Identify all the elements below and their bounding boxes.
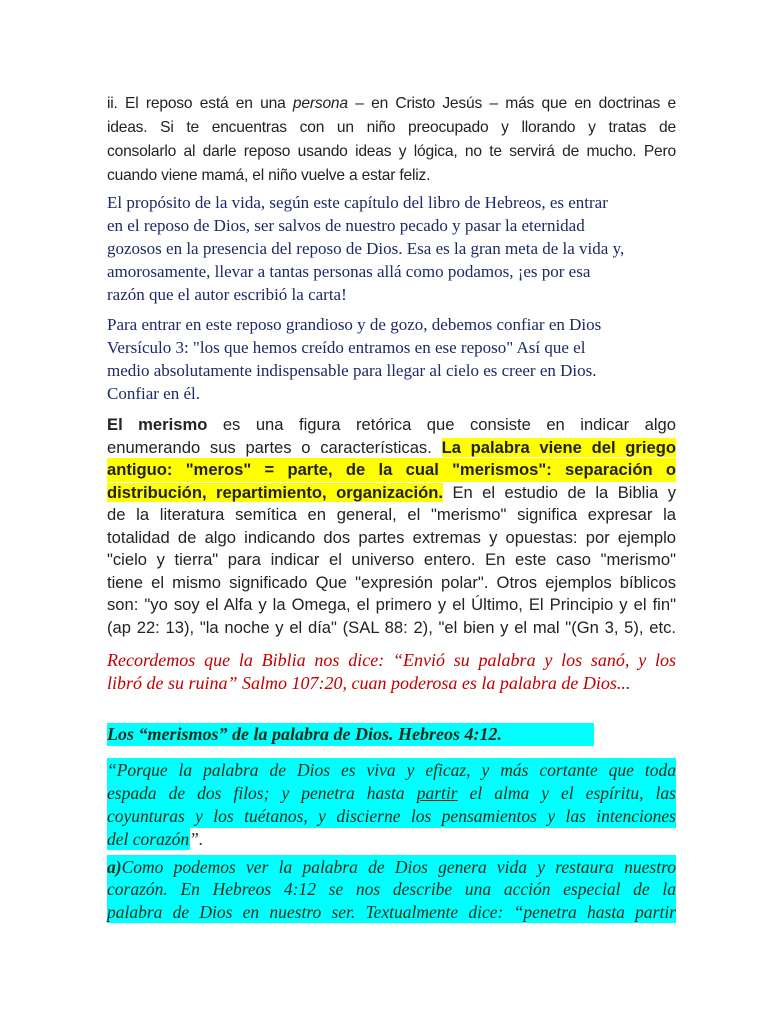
text-line: El propósito de la vida, según este capítulo del libro de Hebreos, es entrar — [107, 193, 608, 212]
text: espada de dos filos; y penetra hasta — [107, 783, 417, 803]
text-line — [107, 92, 676, 116]
text-line: Recordemos que la Biblia nos dice: “Envió su palabra y los sanó, y los — [107, 650, 676, 670]
text-line — [107, 413, 676, 437]
text-line: de la literatura semítica en general, el "merismo" significa expresar la — [107, 505, 676, 524]
underlined-text: partir — [416, 783, 458, 803]
list-marker: a) — [107, 857, 122, 877]
text-line: “Porque la palabra de Dios es viva y eficaz, y más cortante que toda — [107, 760, 676, 780]
section-heading: Los “merismos” de la palabra de Dios. Hebreos 4:12. — [107, 724, 502, 744]
text-line: consolarlo al darle reposo usando ideas y lógica, no te servirá de mucho. Pero — [107, 143, 676, 160]
text: enumerando sus partes o características. — [107, 438, 442, 457]
bold-term: El merismo — [107, 415, 208, 434]
text-line: "cielo y tierra" para indicar el universo entero. En este caso "merismo" — [107, 550, 676, 569]
text-line: libró de su ruina” Salmo 107:20, cuan poderosa es la palabra de Dios... — [107, 673, 631, 693]
text-line: ideas. Si te encuentras con un niño preocupado y llorando y tratas de — [107, 119, 676, 136]
text-line: tiene el mismo significado Que "expresión polar". Otros ejemplos bíblicos — [107, 573, 676, 592]
text-line: gozosos en la presencia del reposo de Dios. Esa es la gran meta de la vida y, — [107, 239, 625, 258]
text-line: razón que el autor escribió la carta! — [107, 285, 347, 304]
text-line: palabra de Dios en nuestro ser. Textualmente dice: “penetra hasta partir — [107, 902, 676, 922]
highlighted-text: La palabra viene del griego — [441, 438, 676, 457]
text: En el estudio de la Biblia y — [443, 483, 677, 502]
italic-text: persona — [292, 95, 348, 112]
text-line: Confiar en él. — [107, 384, 200, 403]
text-line: son: "yo soy el Alfa y la Omega, el primero y el Último, El Principio y el fin" — [107, 595, 676, 614]
text-line — [107, 855, 676, 879]
text: es una figura retórica que consiste en indicar algo — [207, 415, 676, 434]
text-line: corazón. En Hebreos 4:12 se nos describe una acción especial de la — [107, 879, 676, 899]
text-line: Para entrar en este reposo grandioso y de gozo, debemos confiar en Dios — [107, 315, 602, 334]
highlighted-text: distribución, repartimiento, organización. — [107, 483, 444, 502]
text: – en Cristo Jesús – más que en doctrinas e — [347, 95, 676, 112]
text-line: coyunturas y los tuétanos, y discierne los pensamientos y las intenciones — [107, 806, 676, 826]
text-line: medio absolutamente indispensable para llegar al cielo es creer en Dios. — [107, 361, 597, 380]
text-line — [107, 781, 676, 805]
text-line: amorosamente, llevar a tantas personas allá como podamos, ¡es por esa — [107, 262, 591, 281]
text-line: en el reposo de Dios, ser salvos de nuestro pecado y pasar la eternidad — [107, 216, 585, 235]
text-line: Versículo 3: "los que hemos creído entramos en ese reposo" Así que el — [107, 338, 586, 357]
highlighted-line: antiguo: "meros" = parte, de la cual "merismos": separación o — [107, 458, 676, 482]
text: ii. El reposo está en una — [107, 95, 293, 112]
text-line — [107, 481, 676, 505]
text: el alma y el espíritu, las — [457, 783, 676, 803]
text-line: (ap 22: 13), "la noche y el día" (SAL 88: 2), "el bien y el mal "(Gn 3, 5), etc. — [107, 618, 676, 637]
text-line: cuando viene mamá, el niño vuelve a estar feliz. — [107, 167, 431, 184]
text-line: del corazón”. — [107, 829, 204, 849]
text-line: totalidad de algo indicando dos partes extremas y opuestas: por ejemplo — [107, 528, 676, 547]
text-line — [107, 436, 676, 460]
text: Como podemos ver la palabra de Dios genera vida y restaura nuestro — [121, 857, 676, 877]
